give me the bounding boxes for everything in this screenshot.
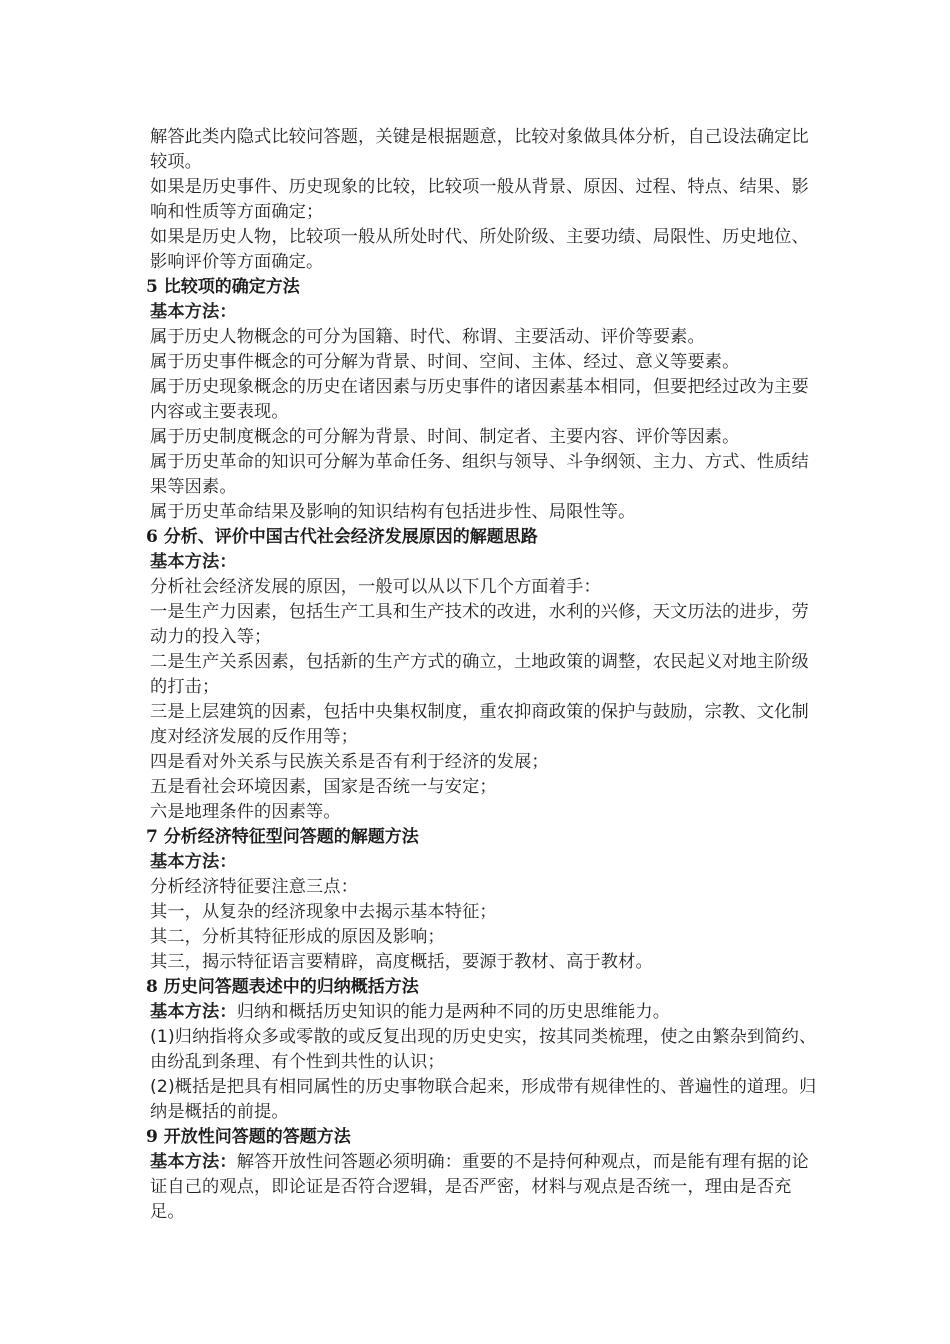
section-9-heading: 9 开放性问答题的答题方法 (146, 1127, 351, 1147)
intro-paragraph-1: 解答此类内隐式比较问答题，关键是根据题意，比较对象做具体分析，自己设法确定比较项。 (150, 127, 809, 172)
section-8-line: (2)概括是把具有相同属性的历史事物联合起来，形成带有规律性的、普遍性的道理。归纳是概括的前提。 (150, 1077, 817, 1122)
section-8-heading: 8 历史问答题表述中的归纳概括方法 (146, 977, 419, 997)
section-5-line: 属于历史现象概念的历史在诸因素与历史事件的诸因素基本相同，但要把经过改为主要内容或主要表现。 (150, 377, 809, 422)
section-5-heading: 5 比较项的确定方法 (146, 277, 300, 297)
section-7-line: 其一，从复杂的经济现象中去揭示基本特征； (150, 902, 497, 922)
section-5-line: 属于历史革命结果及影响的知识结构有包括进步性、局限性等。 (150, 502, 636, 522)
section-6-line: 四是看对外关系与民族关系是否有利于经济的发展； (150, 752, 549, 772)
section-9-method-text: 解答开放性问答题必须明确：重要的不是持何种观点，而是能有理有据的论证自己的观点，即论证是否符合逻辑，是否严密，材料与观点是否统一，理由是否充足。 (150, 1152, 809, 1222)
section-6-method-label: 基本方法： (150, 552, 237, 572)
section-6-line: 六是地理条件的因素等。 (150, 802, 341, 822)
section-7-line: 其三，揭示特征语言要精辟，高度概括，要源于教材、高于教材。 (150, 952, 653, 972)
section-5-line: 属于历史革命的知识可分解为革命任务、组织与领导、斗争纲领、主力、方式、性质结果等因素。 (150, 452, 809, 497)
section-5-line: 属于历史制度概念的可分解为背景、时间、制定者、主要内容、评价等因素。 (150, 427, 740, 447)
section-8-method-label: 基本方法： (150, 1002, 237, 1022)
section-9-method-label: 基本方法： (150, 1152, 237, 1172)
section-7-heading: 7 分析经济特征型问答题的解题方法 (146, 827, 419, 847)
intro-paragraph-3: 如果是历史人物，比较项一般从所处时代、所处阶级、主要功绩、局限性、历史地位、影响评价等方面确定。 (150, 227, 809, 272)
section-6-line: 分析社会经济发展的原因，一般可以从以下几个方面着手： (150, 577, 601, 597)
section-8-method (146, 1000, 826, 1025)
section-5-line: 属于历史事件概念的可分解为背景、时间、空间、主体、经过、意义等要素。 (150, 352, 740, 372)
section-7-line: 分析经济特征要注意三点： (150, 877, 359, 897)
section-6-line: 五是看社会环境因素，国家是否统一与安定； (150, 777, 497, 797)
section-7-line: 其二，分析其特征形成的原因及影响； (150, 927, 445, 947)
section-8-method-text: 归纳和概括历史知识的能力是两种不同的历史思维能力。 (236, 1002, 671, 1022)
section-6-line: 三是上层建筑的因素，包括中央集权制度，重农抑商政策的保护与鼓励，宗教、文化制度对经济发展的反作用等； (150, 702, 809, 747)
section-6-line: 一是生产力因素，包括生产工具和生产技术的改进，水利的兴修，天文历法的进步，劳动力的投入等； (150, 602, 809, 647)
intro-paragraph-2: 如果是历史事件、历史现象的比较，比较项一般从背景、原因、过程、特点、结果、影响和性质等方面确定； (150, 177, 809, 222)
section-7-method-label: 基本方法： (150, 852, 237, 872)
section-6-heading: 6 分析、评价中国古代社会经济发展原因的解题思路 (146, 527, 538, 547)
section-6-line: 二是生产关系因素，包括新的生产方式的确立，土地政策的调整，农民起义对地主阶级的打击； (150, 652, 809, 697)
section-9-method (146, 1150, 826, 1225)
section-5-line: 属于历史人物概念的可分为国籍、时代、称谓、主要活动、评价等要素。 (150, 327, 705, 347)
section-8-line: (1)归纳指将众多或零散的或反复出现的历史史实，按其同类梳理，使之由繁杂到简约、由纷乱到条理、有个性到共性的认识； (150, 1027, 817, 1072)
document-body (146, 125, 826, 1225)
section-5-method-label: 基本方法： (150, 302, 237, 322)
